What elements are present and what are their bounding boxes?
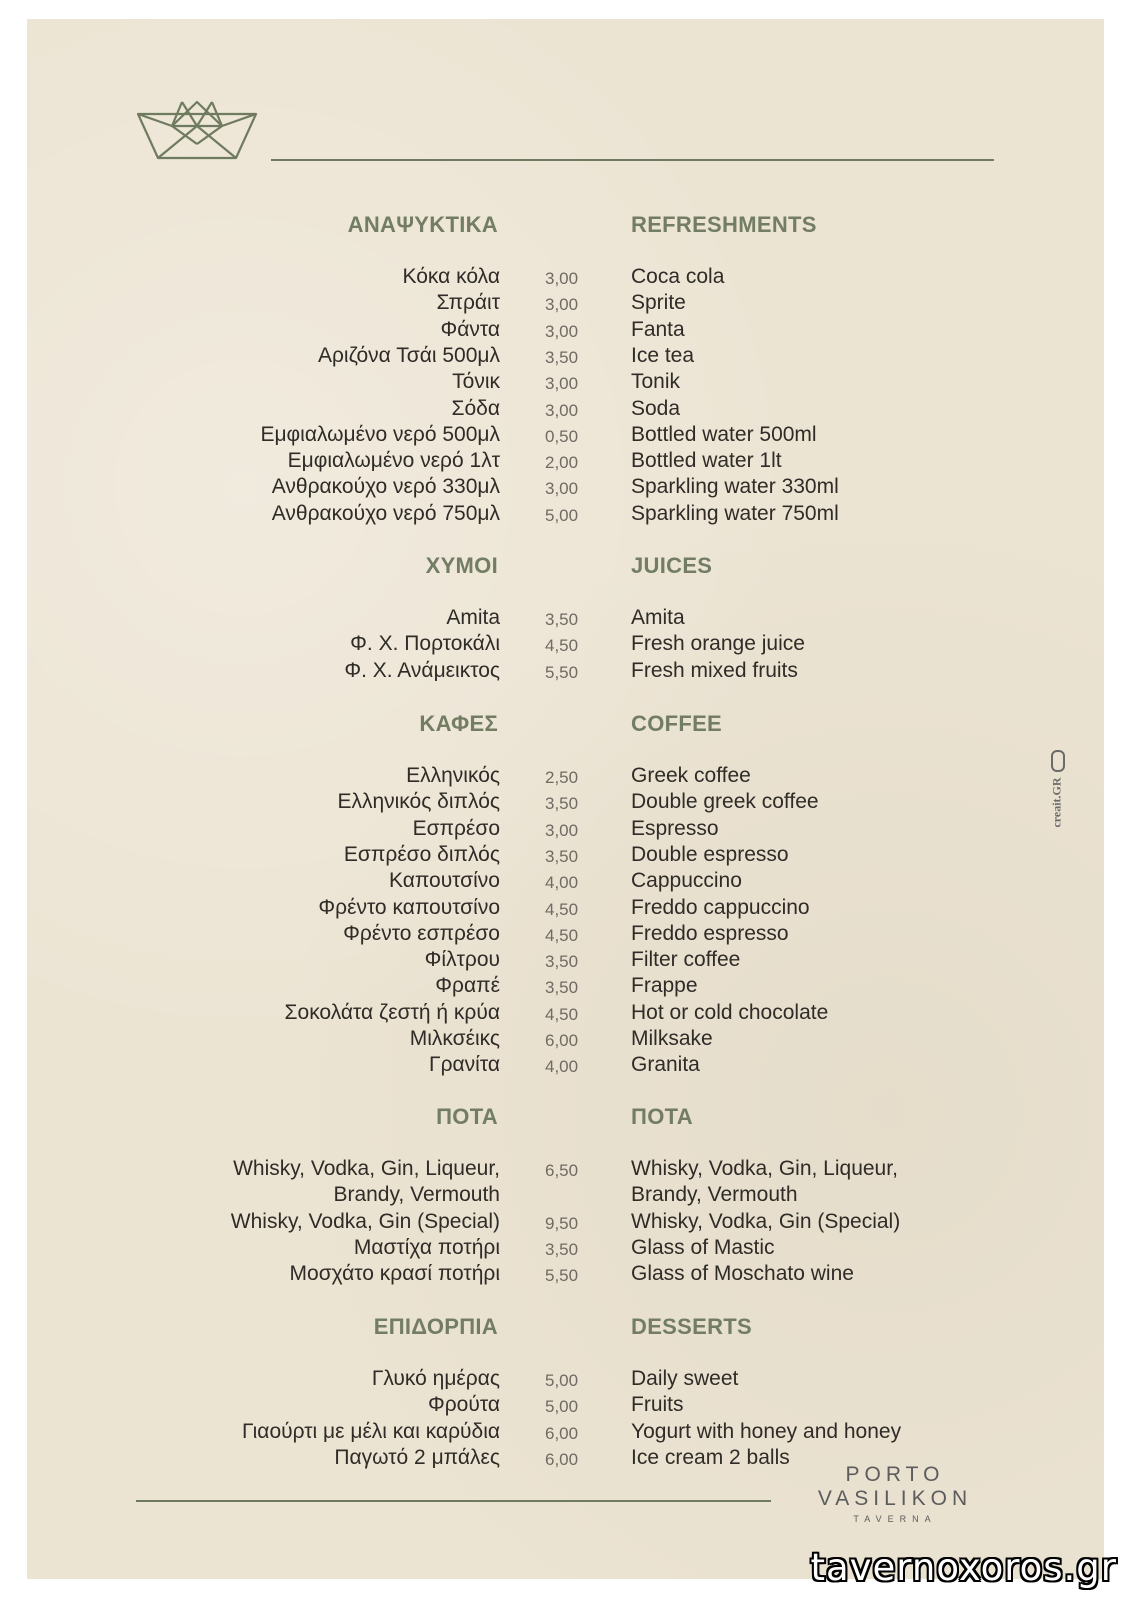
menu-item [0,789,1131,815]
paper-boat-logo-icon [136,100,258,164]
item-name-gr: Εμφιαλωμένο νερό 1λτ [287,449,500,473]
item-name-gr: Καπουτσίνο [388,869,500,893]
item-price: 3,00 [545,374,579,394]
section-title-en: DESSERTS [631,1314,752,1339]
item-name-en: Whisky, Vodka, Gin, Liqueur, [631,1157,898,1180]
item-name-en: Coca cola [631,265,725,288]
item-name-en: Whisky, Vodka, Gin (Special) [631,1209,901,1233]
item-name-gr: Brandy, Vermouth [333,1183,500,1207]
item-price: 3,50 [545,846,579,866]
item-name-gr: Φραπέ [435,974,500,998]
item-name-en: Soda [631,396,681,420]
item-price: 4,50 [545,899,579,919]
menu-item [0,658,1131,684]
item-price: 3,50 [545,794,579,814]
item-name-gr: Εσπρέσο διπλός [343,842,500,866]
menu-item [0,396,1131,422]
item-price: 4,50 [545,636,579,656]
menu-item [0,1209,1131,1235]
item-name-en: Frappe [631,974,698,998]
menu-item [0,605,1131,631]
item-price: 9,50 [545,1213,579,1233]
item-name-en: Double greek coffee [631,790,819,814]
item-name-en: Sprite [631,291,686,315]
item-name-en: Ice tea [631,343,695,367]
item-price: 3,50 [545,1239,579,1259]
section-title-en: REFRESHMENTS [631,212,817,237]
item-price: 4,50 [545,1004,579,1024]
menu-item [0,1261,1131,1287]
item-name-en: Brandy, Vermouth [631,1183,798,1207]
item-price: 3,00 [545,321,579,341]
item-name-gr: Ελληνικός διπλός [337,790,500,814]
item-name-gr: Φάντα [440,317,500,341]
item-price: 6,00 [545,1031,579,1050]
brand-line-taverna: TAVERNA [853,1514,937,1524]
menu-item [0,1052,1131,1078]
item-name-en: Double espresso [631,842,789,866]
menu-item [0,763,1131,789]
item-price: 3,50 [545,952,579,972]
watermark: tavernoxoros.gr [810,1546,1117,1589]
item-name-en: Milksake [631,1027,713,1050]
item-name-gr: Μοσχάτο κρασί ποτήρι [289,1262,500,1286]
item-name-en: Fresh orange juice [631,632,805,656]
item-price: 4,50 [545,925,579,945]
item-name-en: Bottled water 1lt [631,449,782,473]
item-name-gr: Φ. Χ. Πορτοκάλι [350,632,500,656]
menu-item [0,474,1131,500]
top-rule [271,159,994,161]
designer-credit [1048,750,1068,860]
menu-item [0,501,1131,527]
menu-item [0,343,1131,369]
item-price: 5,00 [545,505,579,525]
item-name-gr: Φρούτα [427,1393,500,1417]
item-price: 4,00 [545,1057,579,1077]
item-name-gr: Εμφιαλωμένο νερό 500μλ [260,422,500,446]
item-name-en: Greek coffee [631,764,751,787]
item-name-gr: Φρέντο εσπρέσο [343,921,500,945]
item-name-gr: Παγωτό 2 μπάλες [334,1445,500,1469]
item-name-en: Amita [631,606,685,629]
menu-item [0,1392,1131,1418]
item-name-gr: Amita [446,606,500,629]
item-name-en: Freddo cappuccino [631,895,810,919]
item-name-en: Daily sweet [631,1367,739,1390]
section-title-en: JUICES [631,553,713,578]
item-price: 5,50 [545,662,579,682]
credit-text: creait.GR [1049,777,1064,828]
menu-item [0,973,1131,999]
item-price: 5,50 [545,1266,579,1286]
item-price: 0,50 [545,426,579,446]
item-price: 3,00 [545,400,579,420]
item-name-en: Espresso [631,816,719,840]
menu-item [0,1026,1131,1052]
menu-item [0,369,1131,395]
item-name-en: Hot or cold chocolate [631,1000,829,1024]
menu-item [0,1366,1131,1392]
item-price: 3,00 [545,479,579,499]
item-price: 5,00 [545,1371,579,1390]
item-price: 2,00 [545,453,579,473]
item-name-en: Yogurt with honey and honey [631,1419,902,1443]
item-name-gr: Σόδα [451,396,500,420]
item-name-en: Freddo espresso [631,921,789,945]
item-name-gr: Κόκα κόλα [402,265,500,288]
item-name-gr: Αριζόνα Τσάι 500μλ [317,343,500,367]
section-title-gr: ΠΟΤΑ [436,1104,498,1129]
item-price: 4,00 [545,873,579,893]
item-name-gr: Γρανίτα [429,1053,500,1077]
item-price: 3,00 [545,820,579,840]
section-title-gr: ΚΑΦΕΣ [419,711,498,736]
item-name-gr: Ελληνικός [406,764,500,787]
menu-item [0,264,1131,290]
item-price: 3,00 [545,269,579,288]
menu-item [0,422,1131,448]
menu-item [0,1182,1131,1208]
item-name-en: Glass of Moschato wine [631,1262,854,1286]
item-price: 3,50 [545,978,579,998]
item-name-en: Tonik [631,370,681,394]
item-name-gr: Μαστίχα ποτήρι [353,1235,500,1259]
menu-item [0,947,1131,973]
item-name-gr: Τόνικ [452,370,500,394]
item-price: 6,00 [545,1423,579,1443]
item-name-en: Fresh mixed fruits [631,658,798,682]
item-name-en: Fruits [631,1393,684,1417]
item-name-gr: Whisky, Vodka, Gin (Special) [230,1209,500,1233]
item-name-gr: Ανθρακούχο νερό 330μλ [271,475,500,499]
menu-item [0,816,1131,842]
section-title-gr: ΕΠΙΔΟΡΠΙΑ [373,1314,498,1339]
item-name-en: Sparkling water 330ml [631,475,839,499]
item-name-gr: Γιαούρτι με μέλι και καρύδια [241,1419,500,1443]
section-title-gr: ΧΥΜΟΙ [425,553,498,578]
item-name-gr: Μιλκσέικς [409,1027,500,1050]
menu-item [0,290,1131,316]
item-name-gr: Γλυκό ημέρας [371,1367,500,1390]
menu-item [0,1235,1131,1261]
section-title-en: ΠΟΤΑ [631,1104,693,1129]
menu-item [0,842,1131,868]
menu-item [0,317,1131,343]
item-price: 6,00 [545,1449,579,1469]
menu-item [0,1156,1131,1182]
item-name-gr: Εσπρέσο [412,816,500,840]
item-name-en: Filter coffee [631,948,741,972]
item-name-gr: Whisky, Vodka, Gin, Liqueur, [233,1157,500,1180]
bottom-rule [136,1500,771,1502]
menu-item [0,631,1131,657]
section-title-en: COFFEE [631,711,723,736]
item-name-en: Fanta [631,317,685,341]
item-price: 3,00 [545,295,579,315]
item-name-gr: Φρέντο καπουτσίνο [318,895,500,919]
menu-item [0,921,1131,947]
item-price: 3,50 [545,347,579,367]
item-name-gr: Φ. Χ. Ανάμεικτος [344,658,500,682]
item-price: 6,50 [545,1161,579,1180]
brand-line-vasilikon: VASILIKON [817,1487,973,1510]
item-name-gr: Ανθρακούχο νερό 750μλ [271,501,500,525]
item-name-en: Ice cream 2 balls [631,1445,790,1469]
item-name-en: Cappuccino [631,869,742,893]
item-name-gr: Σοκολάτα ζεστή ή κρύα [284,1000,500,1024]
item-name-en: Glass of Mastic [631,1235,775,1259]
item-price: 5,00 [545,1397,579,1417]
item-name-gr: Φίλτρου [424,948,500,972]
item-name-en: Bottled water 500ml [631,422,817,446]
item-price: 3,50 [545,610,579,629]
item-name-en: Granita [631,1053,700,1077]
brand-line-porto: PORTO [845,1463,945,1486]
menu-item [0,895,1131,921]
menu-item [0,448,1131,474]
menu-item [0,868,1131,894]
item-name-gr: Σπράιτ [436,291,500,315]
item-name-en: Sparkling water 750ml [631,501,839,525]
menu-item [0,1000,1131,1026]
item-price: 2,50 [545,768,579,787]
section-title-gr: ΑΝΑΨΥΚΤΙΚΑ [347,212,498,237]
brand-logo [790,1463,1000,1527]
menu-item [0,1419,1131,1445]
